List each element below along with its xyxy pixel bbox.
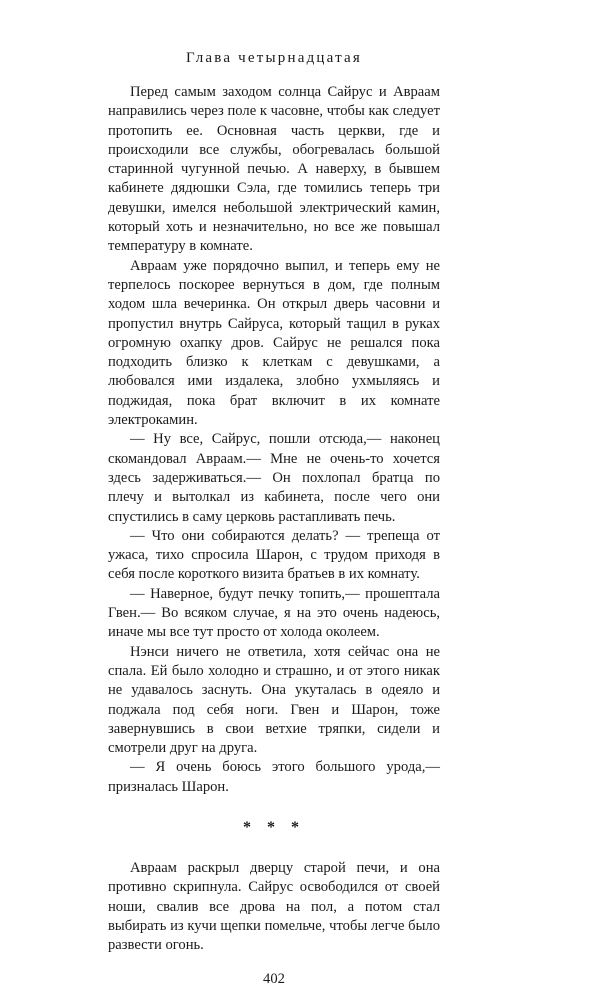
- book-page: [108, 44, 440, 988]
- paragraph: — Ну все, Сайрус, пошли отсюда,— наконец скомандовал Авраам.— Мне не очень-то хочется здесь задерживаться.— Он похлопал братца по плечу и вытолкал из кабинета, после чего они спустились в саму церковь растапливать печь.: [108, 431, 440, 525]
- paragraph: — Я очень боюсь этого большого урода,— призналась Шарон.: [108, 759, 440, 795]
- paragraph: — Что они собираются делать? — трепеща от ужаса, тихо спросила Шарон, с трудом приходя в себя после короткого визита братьев в их комнату.: [108, 527, 440, 583]
- section-separator: * * *: [243, 818, 305, 836]
- paragraph: Нэнси ничего не ответила, хотя сейчас она не спала. Ей было холодно и страшно, и от этого никак не удавалось заснуть. Она укуталась в одеяло и поджала под себя ноги. Гвен и Шарон, тоже завернувшись в свои ветхие тряпки, сидели и смотрели друг на друга.: [108, 643, 440, 757]
- chapter-title: Глава четырнадцатая: [185, 50, 363, 66]
- page-number: 402: [263, 971, 285, 988]
- paragraph: — Наверное, будут печку топить,— прошептала Гвен.— Во всяком случае, я на это очень надеюсь, иначе мы все тут просто от холода околеем.: [108, 585, 440, 641]
- paragraph: Перед самым заходом солнца Сайрус и Авраам направились через поле к часовне, чтобы как следует протопить ее. Основная часть церкви, где и происходили все службы, обогревалась большой старинной чугунной печью. А наверху, в бывшем кабинете дядюшки Сэла, где томились теперь три девушки, имелся небольшой электрический камин, который хоть и незначительно, но все же повышал температуру в комнате.: [108, 84, 440, 255]
- paragraph: Авраам уже порядочно выпил, и теперь ему не терпелось поскорее вернуться в дом, где полным ходом шла вечеринка. Он открыл дверь часовни и пропустил внутрь Сайруса, который тащил в руках огромную охапку дров. Сайрус не решался пока подходить близко к клеткам с девушками, а любовался ими издалека, злобно ухмыляясь и поджидая, пока брат включит в их комнате электрокамин.: [108, 257, 440, 429]
- text-block-bottom: [108, 859, 440, 955]
- text-block-top: [108, 83, 440, 797]
- paragraph: Авраам раскрыл дверцу старой печи, и она противно скрипнула. Сайрус освободился от своей ноши, свалив все дрова на пол, а потом стал выбирать из кучи щепки помельче, чтобы легче было развести огонь.: [108, 859, 440, 954]
